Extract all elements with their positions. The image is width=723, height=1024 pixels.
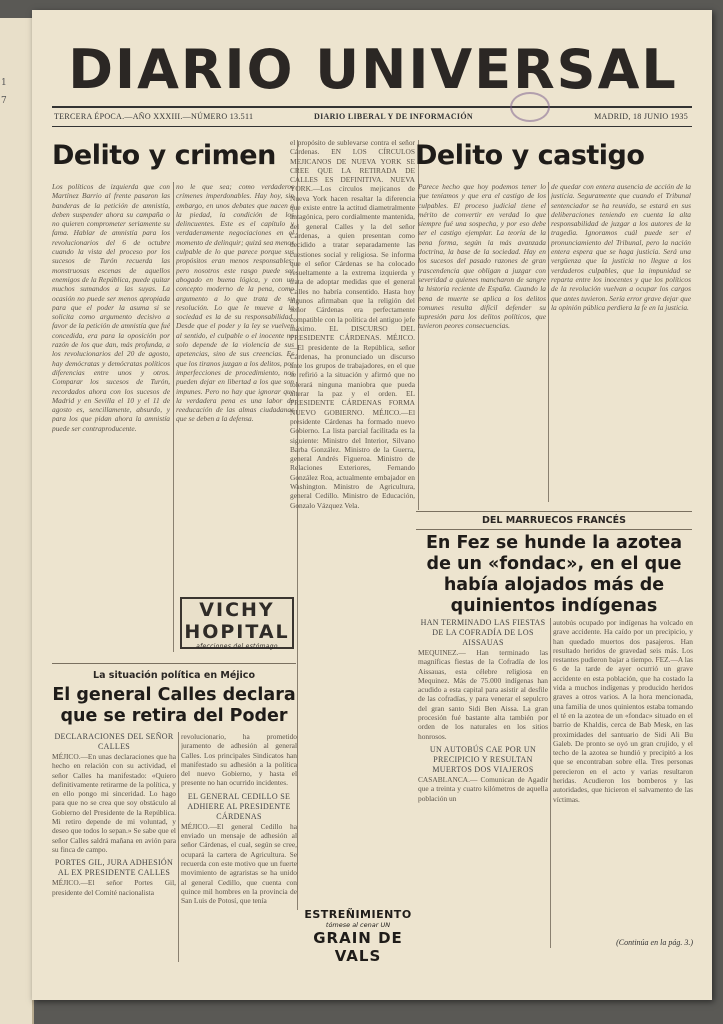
fez-headline: En Fez se hunde la azotea de un «fondac», en el que había alojados más de quinientos indígenas [425, 533, 683, 616]
calles-subhead-3: EL GENERAL CEDILLO SE ADHIERE AL PRESIDENTE CÁRDENAS [187, 791, 291, 821]
masthead-title: DIARIO UNIVERSAL [68, 38, 678, 101]
castigo-text-1: Parece hecho que hoy podemos tener lo que teníamos y que era el castigo de los culpables. El proceso judicial tiene el mérito de convertir en verdad lo que siempre fué una sospecha, y por eso debe ser el castigo ejemplar. La teoría de la pena forma, según la más avanzada doctrina, la base de la sociedad. Hay en los sucesos del pasado razones de gran trascendencia que obligan a juzgar con severidad a quienes mancharon de sangre la historia reciente de España. Cuando la pena de muerte se aplica a los delitos comunes resulta difícil defender su supresión para los delitos políticos, que tuvieron peores consecuencias. [418, 182, 546, 331]
crimen-column-1 [52, 182, 170, 652]
fez-text-1: MEQUINEZ.— Han terminado las magníficas fiestas de la Cofradía de los Aissauas, esta célebre religiosa en Mequinez. Más de 75.000 indígenas han acudido a esta capital para asistir al desfile de las cofradías, y para venerar el sepulcro del gran santo Sidi Ben Aissa. La gran procesión fué bastante alta también por orden de los naturales en los sitios honrosos. [418, 648, 548, 741]
newspaper-page [32, 10, 712, 1000]
column-rule [548, 182, 549, 502]
grain-ad-line1: ESTREÑIMIENTO [304, 908, 412, 921]
left-page-edge [0, 18, 34, 1024]
grain-ad-line3: GRAIN DE VALS [313, 929, 403, 965]
grain-ad-line2: tómese al cenar UN [325, 921, 391, 929]
fez-continued-box [553, 938, 693, 952]
newspaper-motto: DIARIO LIBERAL Y DE INFORMACIÓN [314, 112, 473, 121]
left-page-mark: 1 [1, 78, 7, 88]
calles-text-1: MÉJICO.—En unas declaraciones que ha hecho en relación con su actividad, el señor Calles ha manifestado: «Quiero definitivamente retirarme de la política, y en ello pongo mi sinceridad. Lo hago para que no se crea que soy obstáculo al Gobierno del Presidente de la República. Mi retiro depende de mi voluntad, y deseo que todos lo sepan.» Se sabe que el señor Calles saldrá mañana en avión para su finca de campo. [52, 752, 176, 854]
edition-info: TERCERA ÉPOCA.—AÑO XXXIII.—NÚMERO 13.511 [54, 112, 254, 121]
castigo-column-2 [551, 182, 691, 502]
column-rule [173, 182, 174, 652]
calles-subhead-2: PORTES GIL, JURA ADHESIÓN AL EX PRESIDENTE CALLES [54, 858, 174, 878]
left-page-mark: 7 [1, 96, 7, 106]
castigo-column-1 [418, 182, 546, 502]
masthead-info-line [52, 110, 692, 124]
mexico-column [290, 138, 415, 723]
vichy-ad-tagline: afecciones del estómago [196, 643, 278, 650]
calles-text-2: revolucionario, ha prometido juramento de adhesión al general Calles. Los principales Sindicatos han manifestado su adhesión a la política del nuevo Gobierno, y hasta el presente no han ocurrido incidentes. [181, 732, 297, 788]
fez-header [416, 508, 692, 618]
column-rule [178, 732, 179, 962]
castigo-text-2: de quedar con entera ausencia de acción de la justicia. Seguramente que cuando el Tribunal sentenciador se ha reunido, se estará en sus deliberaciones teniendo en cuenta la alta responsabilidad de juzgar a los autores de la tragedia. Ignoramos cuál puede ser el pronunciamiento del Tribunal, pero la nación entera espera que se haga justicia. Será una vergüenza que la justicia no llegue a los verdaderos culpables, que la impunidad se reparta entre los inocentes y que los políticos de la revolución vuelvan a ocupar los cargos que antes tuvieron. Sería error grave dejar que la opinión pública perdiera la fe en la justicia. [551, 182, 691, 312]
fez-subhead: HAN TERMINADO LAS FIESTAS DE LA COFRADÍA DE LOS AISSAUAS [420, 618, 546, 647]
fez-column-1 [418, 618, 548, 948]
castigo-headline: Delito y castigo [415, 140, 645, 171]
column-rule [550, 618, 551, 948]
calles-kicker: La situación política en Méjico [93, 670, 255, 681]
calles-text-1b: MÉJICO.—El señor Portes Gil, presidente del Comité nacionalista [52, 878, 176, 897]
calles-column-1 [52, 732, 176, 962]
fez-rule [416, 511, 692, 512]
fez-column-2 [553, 618, 693, 948]
fez-kicker: DEL MARRUECOS FRANCÉS [482, 515, 626, 526]
calles-text-2b: MÉJICO.—El general Cedillo ha enviado un mensaje de adhesión al señor Cárdenas, el cual, según se cree, ocupará la cartera de Agricultura. Se recuerda con este motivo que un fuerte movimiento de agraristas se ha unido al general Cedillo, que cuenta con quince mil hombres en la provincia de San Luis de Potosí, que tenía [181, 821, 297, 906]
calles-column-2 [181, 732, 297, 962]
info-rule [52, 126, 692, 127]
fez-text-2: autobús ocupado por indígenas ha volcado en grave accidente. Ha caído por un precipicio, y han quedado muertos dos pasajeros. Han resultado heridos de gravedad seis más. Los restantes pudieron bajar a tiempo. FEZ.—A las 6 de la tarde de ayer ocurrió un grave accidente en esta población, que ha costado la vida a muchos indígenas y producido heridos graves a otros varios. A la hora mencionada, una familia de unos quinientos estaba tomando el té en la azotea de un «fondac» situado en el barrio de Khaldis, cerca de Bab Mesk, en las proximidades del santuario de Sidi Ali Bu Galeb. De pronto se oyó un gran crujido, y el techo de la azotea se hundió y precipitó a los que se encontraban sobre ella. Tres personas perecieron en el acto y varias resultaron heridas. Acudieron los bomberos y las autoridades, que hicieron el salvamento de las víctimas. [553, 618, 693, 804]
crimen-column-2 [176, 182, 294, 592]
calles-subhead-1: DECLARACIONES DEL SEÑOR CALLES [54, 732, 174, 751]
vichy-ad-line2: HOPITAL [184, 621, 290, 643]
crimen-headline-box [52, 140, 292, 180]
vichy-hopital-ad [180, 597, 294, 649]
crimen-text-2: no le que sea; como verdaderos crímenes imperdonables. Hay hoy, sin embargo, en unos debates que nacen a la piedad, la condición de los delincuentes. Este es el capítulo y verdaderamente negociaciones en el momento de delinquir; quizá sea menos culpable de lo que parece porque sus propósitos eran menos responsables; pero nosotros este rasgo puede ser abogado en buena lógica, y con un concepto moderno de la pena, como argumento a lo que trata de su resolución. Lo que le mueve a la sociedad es la de su responsabilidad. Desde que el poder y la ley se vuelven al sentido, el culpable o el inocente no solo depende de la violencia de sus apetencias, sino de sus creencias. Es que los tiranos juzgan a los delitos, por imperfecciones de procedimiento, nos pueden dejar en libertad a los que son impunes. Pero no hay que ignorar que la verdadera pena es una labor de reeducación de las almas ciudadanas que se deben a la defensa. [176, 182, 294, 424]
crimen-headline: Delito y crimen [52, 140, 276, 171]
fez-continued: (Continúa en la pág. 3.) [616, 938, 693, 947]
library-stamp [510, 92, 550, 122]
fez-subhead-2: UN AUTOBÚS CAE POR UN PRECIPICIO Y RESULTAN MUERTOS DOS VIAJEROS [429, 744, 537, 774]
crimen-text-1: Los políticos de izquierda que con Martínez Barrio al frente pasaron las banderas de la petición de amnistía, deben suspender ahora su campaña o no quieren comprometer seriamente su fama. Hablar de amnistía para los revolucionarios del 6 de octubre cuando la vista del proceso por los sucesos de Turón recuerda las monstruosas escenas de aquellos enemigos de la República, puede quitar muchos sumandos a las suyas. La ocasión no puede ser menos apropiada para que el poder la asuma si se solicita como argumento decisivo a favor de la petición de amnistía que fué concedida, era para la oposición por razón de los que dan, más profunda, a los revolucionarios del 20 de agosto, hay demócratas y demócratas políticos diferencias entre unos y otros. Comparar los sucesos de Turón, recordados ahora con los sucesos de Madrid y en Sevilla el 10 y el 11 de agosto es, sencillamente, absurdo, y para los que pidan ahora la amnistía puede ser contraproducente. [52, 182, 170, 433]
castigo-headline-box [415, 140, 695, 180]
grain-de-vals-ad [297, 908, 419, 965]
masthead-rule [52, 106, 692, 108]
calles-headline: El general Calles declara que se retira del Poder [52, 685, 296, 726]
fez-rule [416, 529, 692, 530]
calles-rule [52, 663, 296, 664]
mexico-text: el propósito de sublevarse contra el señor Cárdenas. EN LOS CÍRCULOS MEJICANOS DE NUEVA YORK SE CREE QUE LA RETIRADA DE CALLES ES DEFINITIVA. NUEVA YORK.—Los círculos mejicanos de Nueva York hacen resaltar la diferencia que existe entre la actitud diametralmente antagónica, pero cordialmente mantenida, del general Calles y la del señor Cárdenas, a quien presentan como decidido a tratar separadamente las cuestiones social y religiosa. Se informa que el señor Cárdenas se ha colocado resueltamente a la extrema izquierda y trata de adoptar medidas que el general Calles no habría consentido. Hasta hoy algunos afirmaban que la religión del señor Cárdenas era perfectamente compatible con la política del antiguo jefe máximo. EL DISCURSO DEL PRESIDENTE CÁRDENAS. MÉJICO.—El presidente de la República, señor Cárdenas, ha pronunciado un discurso ante los grupos de trabajadores, en el que se refirió a la situación y afirmó que no tolerará ninguna maniobra que pueda alterar la paz y el orden. EL PRESIDENTE CÁRDENAS FORMA NUEVO GOBIERNO. MÉJICO.—El presidente Cárdenas ha formado nuevo Gobierno. La lista parcial facilitada es la siguiente: Ministro del Interior, Silvano Barba González. Ministro de la Guerra, general Andrés Figueroa. Ministro de Relaciones Exteriores, Fernando González Roa, actualmente embajador en Washington. Ministro de Agricultura, general Cedillo. Ministro de Educación, Gonzalo Vázquez Vela. [290, 138, 415, 510]
vichy-ad-line1: VICHY [199, 599, 275, 621]
issue-date: MADRID, 18 JUNIO 1935 [594, 112, 688, 121]
fez-text-1b: CASABLANCA.— Comunican de Agadir que a treinta y cuatro kilómetros de aquella población un [418, 774, 548, 803]
calles-header [52, 660, 296, 730]
